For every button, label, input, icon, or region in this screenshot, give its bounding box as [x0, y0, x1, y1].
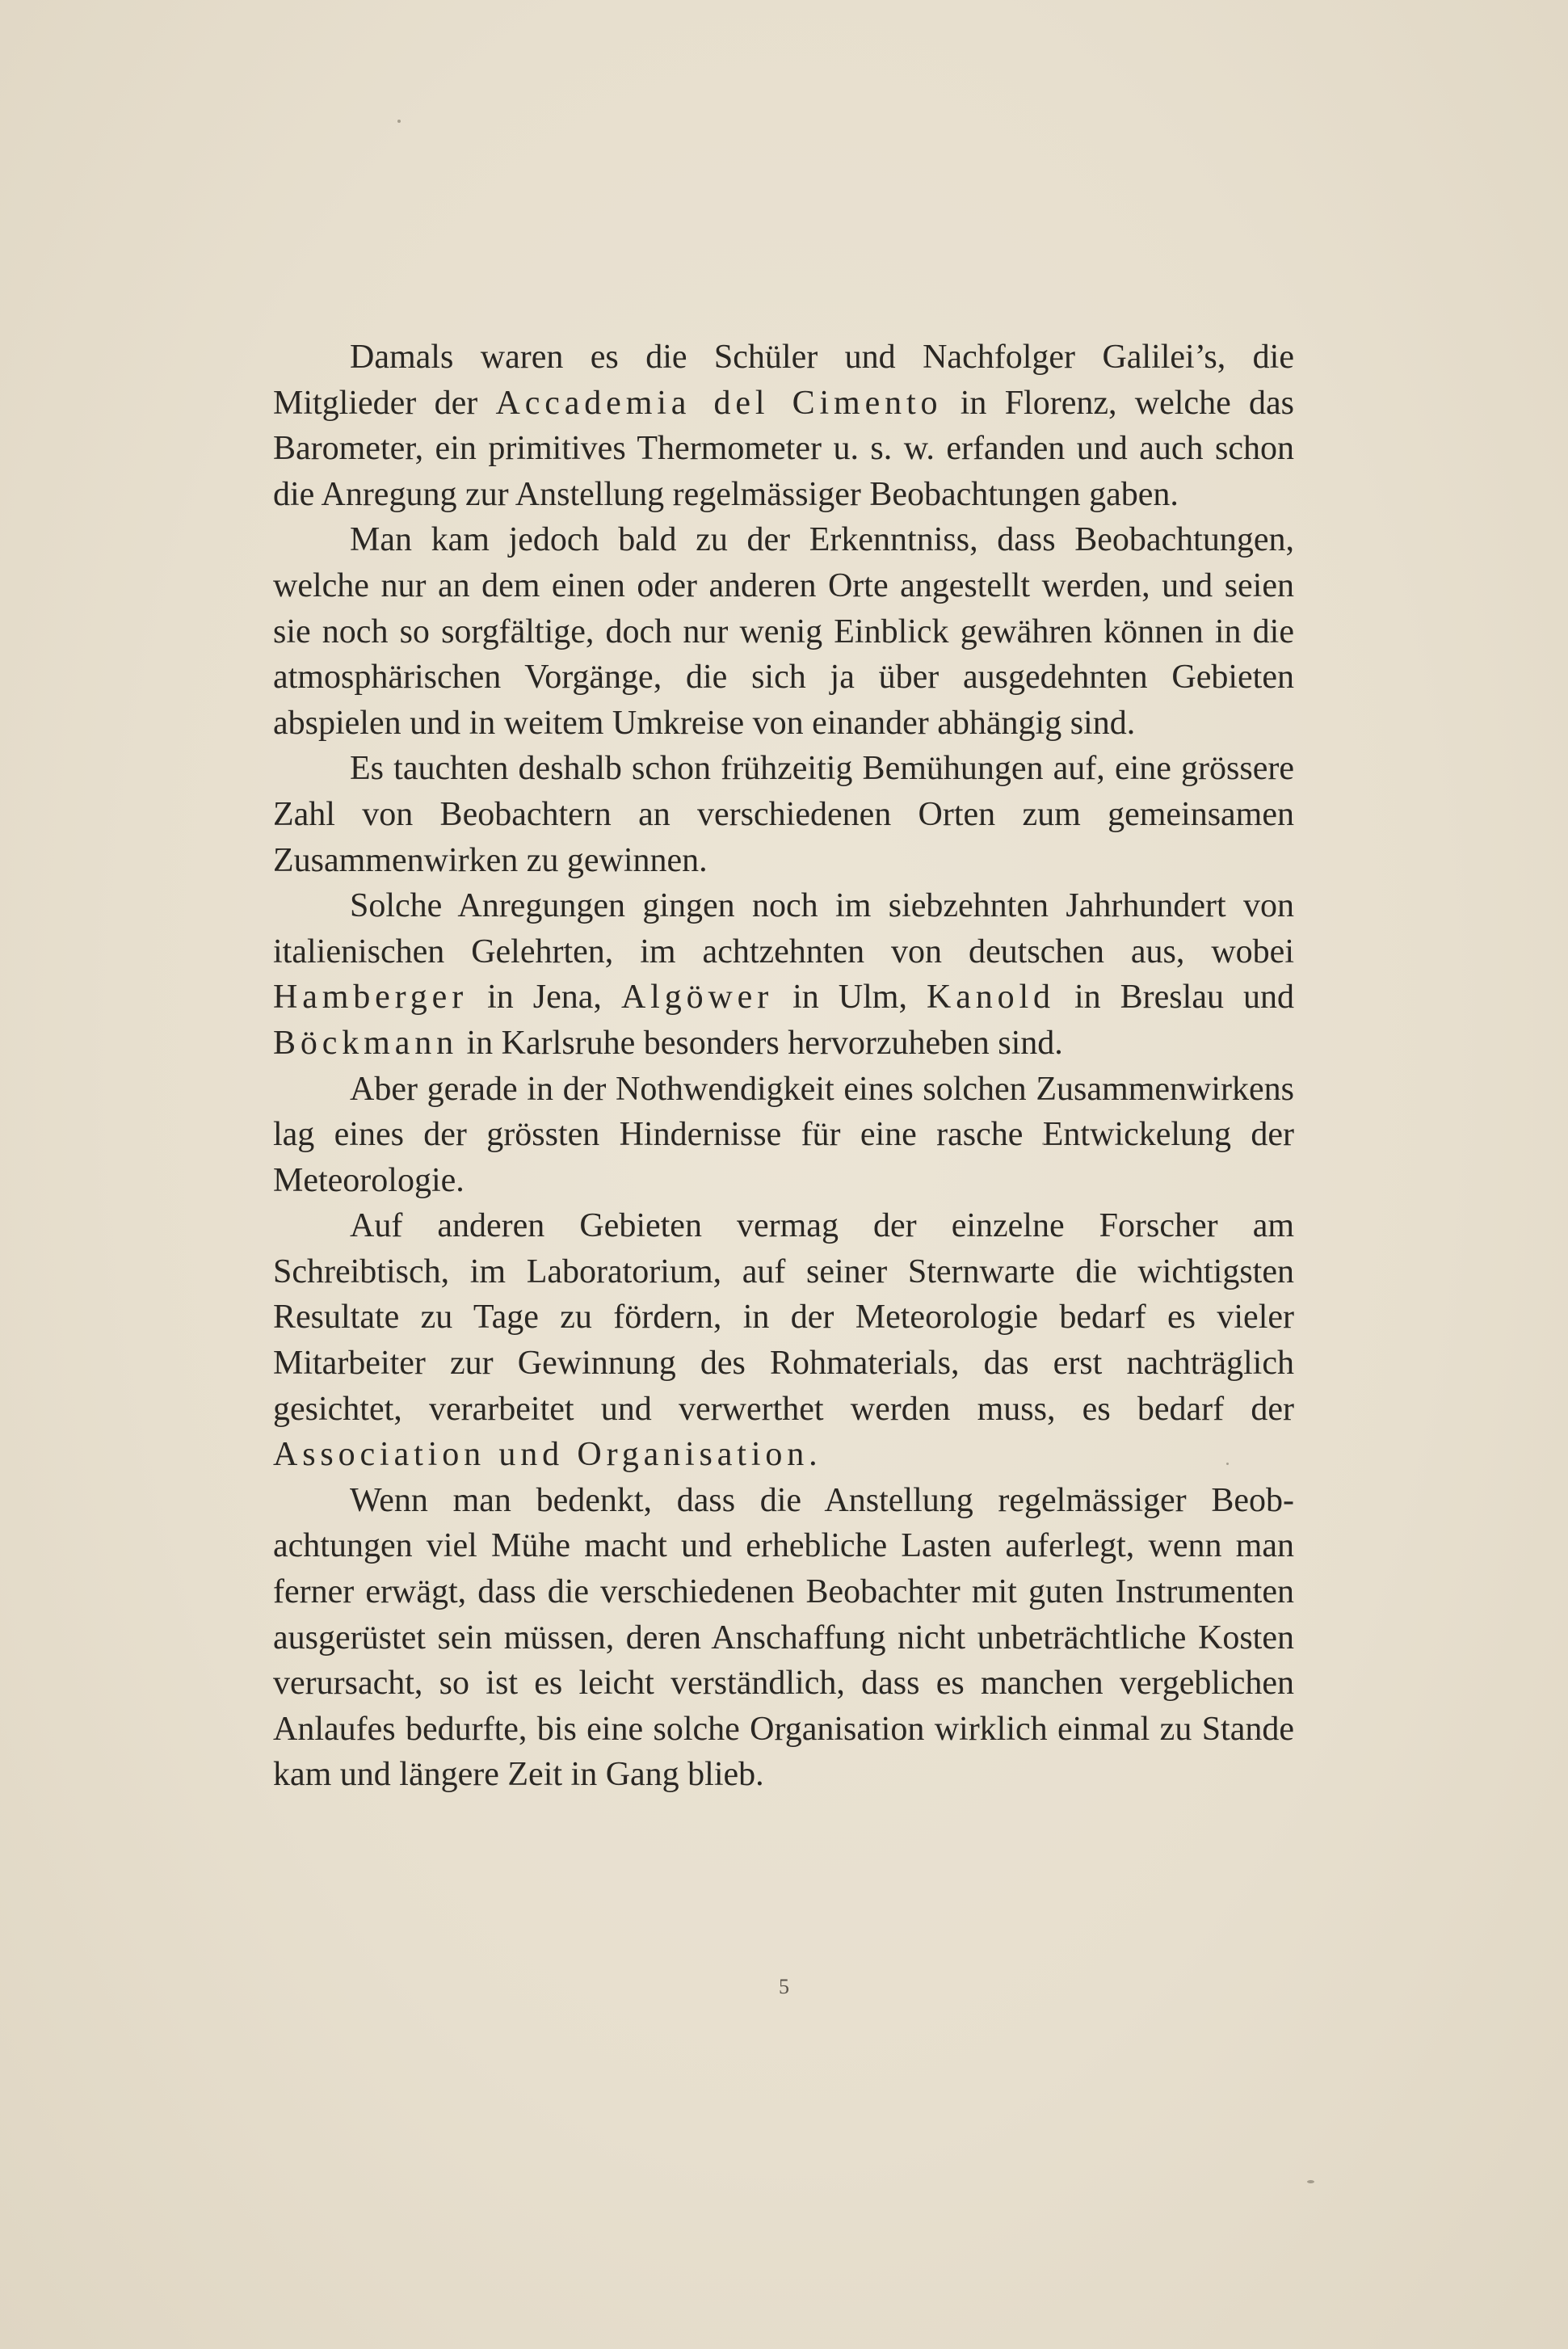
spaced-emphasis: Algöwer	[620, 979, 774, 1017]
spaced-emphasis: Association und Organisation	[273, 1436, 809, 1474]
page-number: 5	[779, 1975, 789, 1998]
text-run: Auf anderen Gebieten vermag der einzelne Forscher am Schreibtisch, im Laboratorium, auf seiner Sternwarte die wichtigsten Resultate zu Tage zu fördern, in der Meteorologie bedarf es vieler Mitarbeiter zur Gewinnung des Rohmaterials, das erst nachträglich gesichtet, verarbeitet und verwerthet werden muss, es bedarf der	[273, 1207, 1294, 1428]
text-run: Aber gerade in der Nothwendigkeit eines solchen Zusammenwirkens lag eines der grössten Hindernisse für eine rasche Entwickelung der Meteorologie.	[273, 1070, 1294, 1199]
text-run: in Jena,	[468, 979, 621, 1017]
text-run: Wenn man bedenkt, dass die Anstellung regelmässiger Beobachtungen viel Mühe macht und erhebliche Lasten auferlegt, wenn man ferner erwägt, dass die verschiedenen Beobachter mit guten Instrumenten ausgerüstet sein müssen, deren Anschaffung nicht unbeträchtliche Kosten verursacht, so ist es leicht verständlich, dass es manchen vergeblichen Anlaufes bedurfte, bis eine solche Organisation wirklich einmal zu Stande kam und längere Zeit in Gang blieb.	[273, 1481, 1294, 1794]
text-run: Es tauchten deshalb schon frühzeitig Bemühungen auf, eine grössere Zahl von Beobachtern an verschiedenen Orten zum gemeinsamen Zusammenwirken zu gewinnen.	[273, 750, 1294, 879]
body-text	[273, 335, 1294, 1798]
spaced-emphasis: Kanold	[927, 979, 1055, 1017]
spaced-emphasis: Hamberger	[273, 979, 469, 1017]
paragraph	[273, 883, 1294, 1066]
paper-speck	[1307, 2180, 1314, 2183]
text-run: Man kam jedoch bald zu der Erkenntniss, dass Beobachtungen, welche nur an dem einen oder anderen Orte angestellt werden, und seien sie noch so sorgfältige, doch nur wenig Einblick gewähren können in die atmosphärischen Vorgänge, die sich ja über ausgedehnten Gebieten abspielen und in weitem Umkreise von einander abhängig sind.	[273, 521, 1294, 742]
text-run: in Florenz, welche das Barometer, ein primitives Thermometer u. s. w. erfanden und auch schon die Anregung zur Anstellung regelmässiger Beobachtungen gaben.	[273, 384, 1294, 513]
text-run: .	[809, 1436, 818, 1474]
text-run: Solche Anregungen gingen noch im siebzehnten Jahrhundert von italienischen Gelehrten, im achtzehnten von deutschen aus, wobei	[273, 887, 1294, 970]
paper-speck	[397, 120, 401, 123]
text-run: Damals waren es die Schüler und Nachfolger Galilei’s, die Mitglieder der	[273, 339, 1294, 422]
text-run: in Breslau und	[1054, 979, 1294, 1017]
paragraph	[273, 1067, 1294, 1204]
paragraph	[273, 1478, 1294, 1798]
spaced-emphasis: Accademia del Cimento	[495, 384, 943, 422]
paragraph	[273, 746, 1294, 883]
text-run: in Ulm,	[773, 979, 927, 1017]
paragraph	[273, 335, 1294, 517]
paragraph	[273, 517, 1294, 746]
text-run: in Karlsruhe besonders hervorzuheben sind.	[458, 1024, 1063, 1062]
paragraph	[273, 1203, 1294, 1478]
spaced-emphasis: Böckmann	[273, 1024, 459, 1062]
